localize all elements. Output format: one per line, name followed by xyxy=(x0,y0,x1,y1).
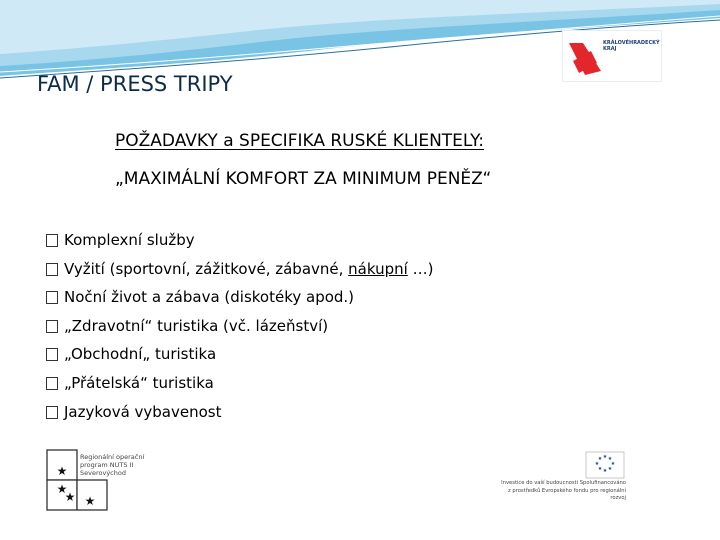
checkbox-bullet-icon xyxy=(46,263,58,276)
list-item: Vyžití (sportovní, zážitkové, zábavné, nákupní …) xyxy=(46,260,433,289)
heading-line-2: „MAXIMÁLNÍ KOMFORT ZA MINIMUM PENĚZ“ xyxy=(115,169,492,189)
rop-logo-text: Regionální operační program NUTS II Severovýchod xyxy=(80,453,145,477)
list-item: Noční život a zábava (diskotéky apod.) xyxy=(46,288,433,317)
eu-fund-logo xyxy=(500,450,626,510)
checkbox-bullet-icon xyxy=(46,406,58,419)
regional-logo-text: KRÁLOVÉHRADECKÝ KRAJ xyxy=(603,40,660,52)
svg-text:★: ★ xyxy=(64,490,76,504)
heading-line-1: POŽADAVKY a SPECIFIKA RUSKÉ KLIENTELY: xyxy=(115,131,484,151)
svg-text:★: ★ xyxy=(84,494,96,508)
kralovehradecky-kraj-logo xyxy=(563,31,661,81)
svg-text:★: ★ xyxy=(56,464,68,478)
svg-text:★: ★ xyxy=(602,468,608,474)
svg-text:★: ★ xyxy=(602,454,608,460)
list-item: „Zdravotní“ turistika (vč. lázeňství) xyxy=(46,317,433,346)
svg-text:★: ★ xyxy=(597,466,603,472)
checkbox-bullet-icon xyxy=(46,291,58,304)
slide-title: FAM / PRESS TRIPY xyxy=(37,72,233,96)
svg-text:★: ★ xyxy=(607,466,613,472)
checkbox-bullet-icon xyxy=(46,234,58,247)
eu-logo-text: Investice do vaší budoucnosti Spolufinancováno z prostředků Evropského fondu pro regionální rozvoj xyxy=(501,480,626,501)
regional-logo-icon xyxy=(563,31,661,81)
eu-flag-icon xyxy=(500,450,626,480)
list-item: Jazyková vybavenost xyxy=(46,403,433,432)
list-item: Komplexní služby xyxy=(46,231,433,260)
svg-text:★: ★ xyxy=(56,482,68,496)
bullet-list xyxy=(46,231,433,431)
svg-text:★: ★ xyxy=(597,456,603,462)
list-item: „Obchodní„ turistika xyxy=(46,345,433,374)
svg-text:★: ★ xyxy=(610,461,616,467)
checkbox-bullet-icon xyxy=(46,348,58,361)
svg-text:★: ★ xyxy=(594,461,600,467)
svg-text:★: ★ xyxy=(607,456,613,462)
rop-severovychod-logo xyxy=(46,449,160,511)
checkbox-bullet-icon xyxy=(46,377,58,390)
list-item: „Přátelská“ turistika xyxy=(46,374,433,403)
checkbox-bullet-icon xyxy=(46,320,58,333)
